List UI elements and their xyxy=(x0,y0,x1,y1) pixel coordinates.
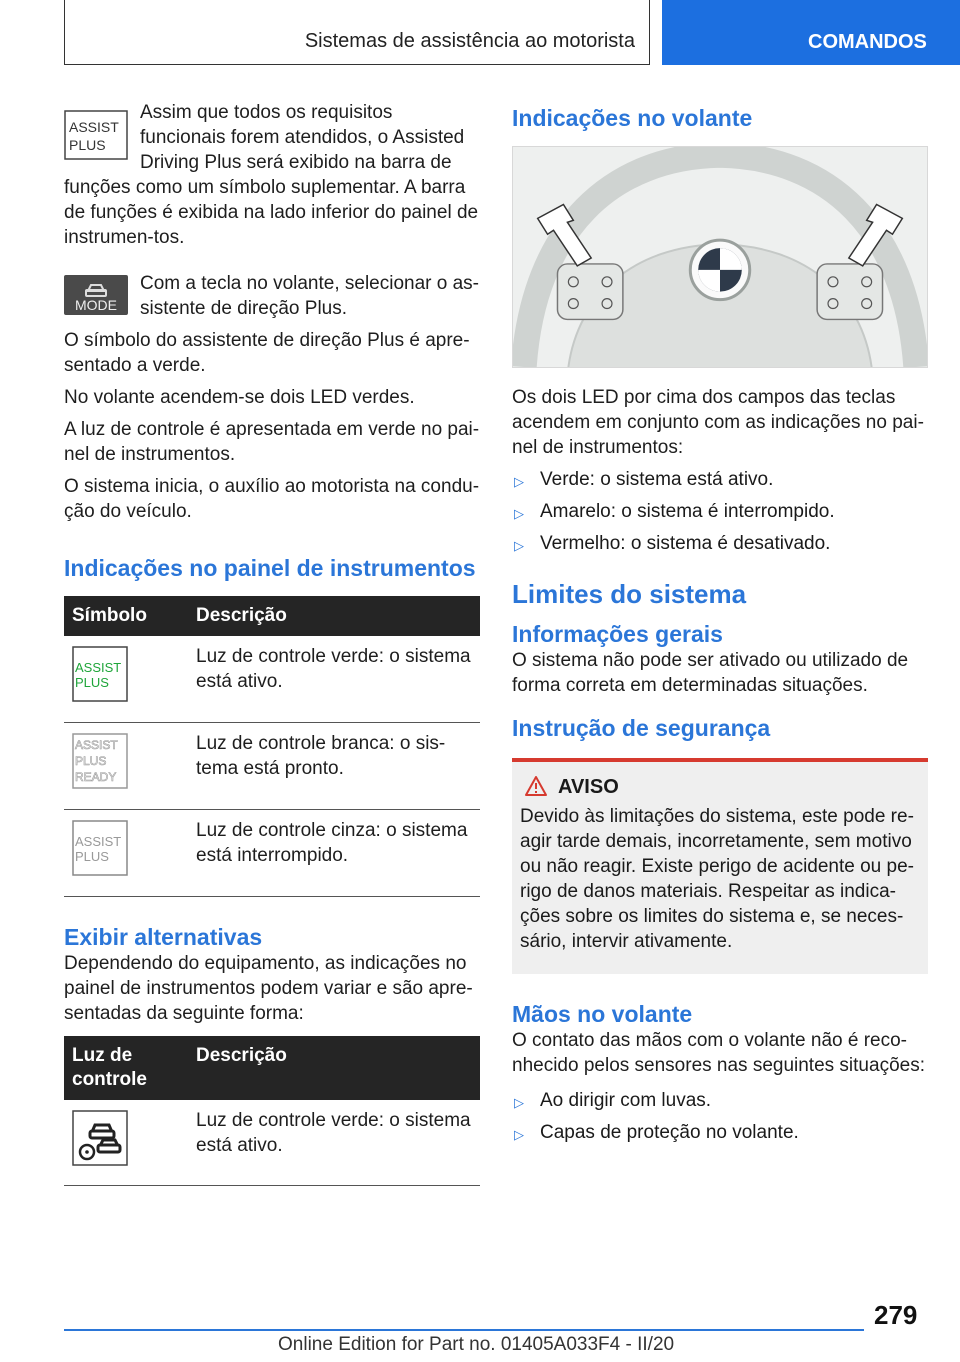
section-title-steering-wheel: Indicações no volante xyxy=(512,105,753,131)
assist-plus-ready-white-icon xyxy=(72,733,128,789)
svg-text:ASSIST: ASSIST xyxy=(75,738,118,752)
paragraph: A luz de controle é apresentada em verde no pai-nel de instrumentos. xyxy=(64,419,480,465)
list-item: ▷ Ao dirigir com luvas. xyxy=(512,1088,928,1113)
list-item: ▷ Vermelho: o sistema é desativado. xyxy=(512,531,928,556)
svg-text:ASSIST: ASSIST xyxy=(75,660,122,675)
header-chapter-tab[interactable] xyxy=(662,0,960,65)
warning-text: Devido às limitações do sistema, este pode re-agir tarde demais, incorretamente, sem motivo ou não reagir. Existe perigo de acidente ou pe-rigo de danos materiais. Respeitar as indica-ções sobre os limites do sistema e, se neces-sário, intervir ativamente. xyxy=(520,806,914,952)
svg-text:ASSIST: ASSIST xyxy=(69,119,119,135)
paragraph: O sistema inicia, o auxílio ao motorista na condu-ção do veículo. xyxy=(64,476,480,522)
svg-text:READY: READY xyxy=(75,770,117,784)
led-intro-text: Os dois LED por cima dos campos das teclas acendem em conjunto com as indicações no pai-nel de instrumentos: xyxy=(512,387,924,458)
page-number: 279 xyxy=(874,1300,918,1330)
header-chapter-label: COMANDOS xyxy=(808,31,927,53)
control-light-table xyxy=(64,1036,480,1186)
list-item: ▷ Verde: o sistema está ativo. xyxy=(512,467,928,492)
led-status-list xyxy=(512,467,928,556)
paragraph: O símbolo do assistente de direção Plus é apre-sentado a verde. xyxy=(64,330,470,376)
triangle-bullet-icon: ▷ xyxy=(514,1095,524,1110)
list-item: ▷ Capas de proteção no volante. xyxy=(512,1120,928,1145)
mode-block xyxy=(64,271,480,328)
subsection-title-general: Informações gerais xyxy=(512,621,723,647)
section-title-system-limits: Limites do sistema xyxy=(512,579,747,609)
header-section-title: Sistemas de assistência ao motorista xyxy=(304,30,635,52)
general-text: O sistema não pode ser ativado ou utilizado de forma correta em determinadas situações. xyxy=(512,650,909,696)
assist-plus-grey-icon xyxy=(72,820,128,876)
svg-text:PLUS: PLUS xyxy=(75,849,109,864)
col-header-control-light: Luz de controle xyxy=(64,1036,188,1100)
svg-text:PLUS: PLUS xyxy=(75,675,109,690)
hands-list xyxy=(512,1088,928,1145)
list-item: ▷ Amarelo: o sistema é interrompido. xyxy=(512,499,928,524)
svg-text:MODE: MODE xyxy=(75,297,117,313)
hands-text: O contato das mãos com o volante não é reco-nhecido pelos sensores nas seguintes situações: xyxy=(512,1030,925,1076)
instrument-symbols-table xyxy=(64,596,480,897)
intro-paragraph: Assim que todos os requisitos funcionais forem atendidos, o Assisted Driving Plus será exibido na barra de funções como um símbolo suplementar. A barra de funções é exibida na lado inferior do painel de instrumen-tos. xyxy=(64,102,479,248)
subsection-title-hands: Mãos no volante xyxy=(512,1001,693,1027)
mode-text: Com a tecla no volante, selecionar o as-sistente de direção Plus. xyxy=(140,273,480,319)
row-description: Luz de controle verde: o sistema está ativo. xyxy=(188,1100,480,1186)
col-header-symbol: Símbolo xyxy=(64,596,188,636)
warning-triangle-icon xyxy=(524,775,548,797)
row-description: Luz de controle verde: o sistema está ativo. xyxy=(188,636,480,723)
col-header-description: Descrição xyxy=(188,596,480,636)
row-description: Luz de controle branca: o sis-tema está pronto. xyxy=(188,723,480,810)
right-column xyxy=(512,100,928,1152)
svg-text:PLUS: PLUS xyxy=(75,754,107,768)
table-row xyxy=(64,636,480,723)
triangle-bullet-icon: ▷ xyxy=(514,474,524,489)
footer-edition: Online Edition for Part no. 01405A033F4 - II/20 xyxy=(278,1334,675,1355)
paragraph: No volante acendem-se dois LED verdes. xyxy=(64,387,415,408)
col-header-description: Descrição xyxy=(188,1036,480,1100)
table-row xyxy=(64,723,480,810)
triangle-bullet-icon: ▷ xyxy=(514,538,524,553)
assist-plus-green-icon xyxy=(72,646,128,702)
triangle-bullet-icon: ▷ xyxy=(514,1127,524,1142)
triangle-bullet-icon: ▷ xyxy=(514,506,524,521)
steering-wheel-photo xyxy=(512,146,928,368)
section-title-instrument-panel: Indicações no painel de instrumentos xyxy=(64,555,476,581)
row-description: Luz de controle cinza: o sistema está interrompido. xyxy=(188,810,480,897)
svg-text:PLUS: PLUS xyxy=(69,137,106,153)
warning-title: AVISO xyxy=(520,774,920,800)
steering-cars-icon xyxy=(72,1110,128,1166)
header-section-box xyxy=(64,0,650,65)
table-row xyxy=(64,1100,480,1186)
warning-box xyxy=(512,758,928,974)
mode-button-icon xyxy=(64,275,128,315)
alternatives-text: Dependendo do equipamento, as indicações no painel de instrumentos podem variar e são apre-sentadas da seguinte forma: xyxy=(64,953,473,1024)
svg-text:ASSIST: ASSIST xyxy=(75,834,122,849)
left-column xyxy=(64,100,480,1186)
assist-plus-badge-icon xyxy=(64,110,128,160)
table-row xyxy=(64,810,480,897)
assist-intro-block xyxy=(64,100,480,257)
section-title-alternatives: Exibir alternativas xyxy=(64,924,263,950)
subsection-title-safety: Instrução de segurança xyxy=(512,715,771,741)
footer-divider xyxy=(64,1329,864,1331)
